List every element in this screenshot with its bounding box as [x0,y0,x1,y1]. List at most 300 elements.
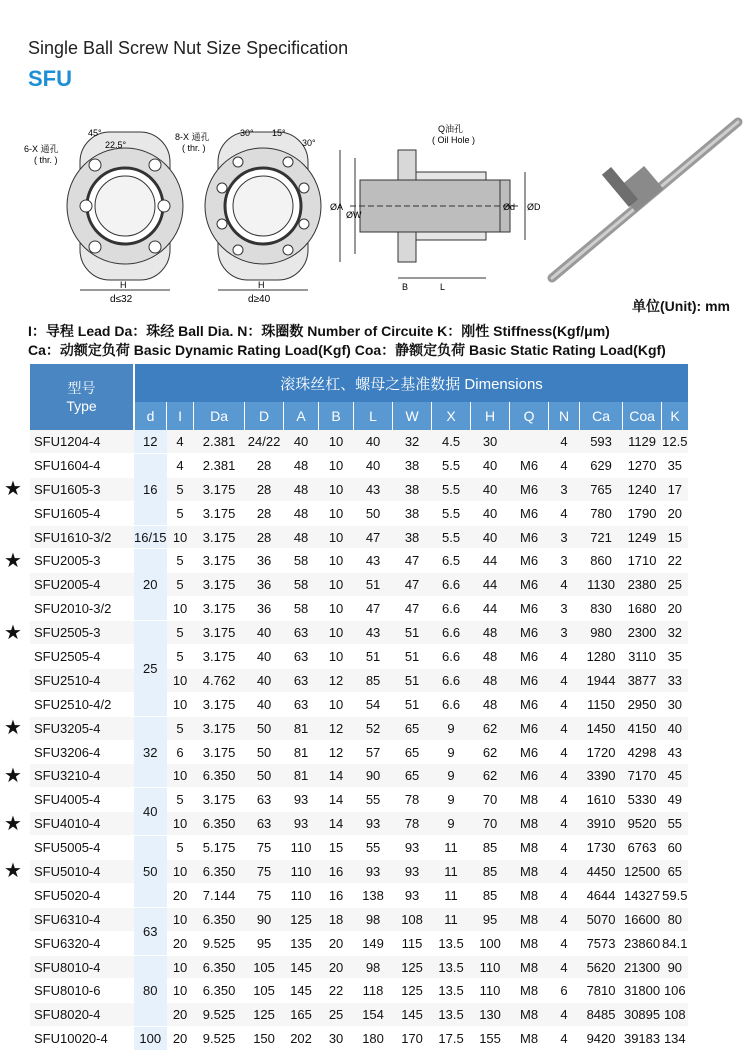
column-header-a: A [284,402,319,430]
model-cell: SFU6320-4 [30,931,134,955]
cell-d: 16 [134,453,167,525]
model-cell: SFU3205-4 [30,716,134,740]
cell-i: 10 [167,955,194,979]
cell-b: 14 [319,764,354,788]
spec-table-wrap [30,364,688,1051]
cell-d: 50 [245,764,284,788]
column-header-q: Q [510,402,549,430]
cell-n: 6 [549,979,580,1003]
cell-l: 90 [354,764,393,788]
cell-coa: 1129 [623,430,662,453]
cell-d: 80 [134,955,167,1027]
model-cell: SFU2505-4 [30,645,134,669]
table-row [30,477,688,501]
cell-ca: 9420 [580,1027,623,1051]
table-row [30,836,688,860]
cell-n: 4 [549,453,580,477]
cell-l: 55 [354,788,393,812]
cell-d: 50 [245,740,284,764]
model-cell: SFU2005-4 [30,573,134,597]
cell-da: 3.175 [194,597,245,621]
cell-k: 15 [662,525,689,549]
cell-n: 4 [549,764,580,788]
cell-d: 36 [245,597,284,621]
cell-i: 4 [167,430,194,453]
column-header-x: X [432,402,471,430]
cell-l: 57 [354,740,393,764]
table-row [30,764,688,788]
unit-label: 单位(Unit): mm [632,298,730,314]
cell-coa: 6763 [623,836,662,860]
cell-b: 10 [319,692,354,716]
cell-d: 40 [245,668,284,692]
cell-a: 135 [284,931,319,955]
cell-da: 3.175 [194,716,245,740]
cell-l: 51 [354,645,393,669]
cell-l: 55 [354,836,393,860]
cell-k: 35 [662,453,689,477]
column-header-da: Da [194,402,245,430]
cell-da: 2.381 [194,453,245,477]
cell-d: 63 [245,812,284,836]
cell-b: 16 [319,860,354,884]
cell-x: 5.5 [432,453,471,477]
model-cell: SFU2510-4 [30,668,134,692]
cell-k: 40 [662,716,689,740]
table-row [30,979,688,1003]
cell-x: 5.5 [432,501,471,525]
cell-w: 125 [393,955,432,979]
cell-n: 4 [549,645,580,669]
cell-k: 59.5 [662,883,689,907]
cell-q: M8 [510,955,549,979]
cell-b: 25 [319,1003,354,1027]
cell-d: 40 [245,621,284,645]
cell-d: 25 [134,621,167,717]
cell-l: 54 [354,692,393,716]
cell-q: M6 [510,764,549,788]
nut-side-view-drawing [340,150,525,278]
cell-b: 10 [319,525,354,549]
cell-k: 80 [662,907,689,931]
model-cell: SFU10020-4 [30,1027,134,1051]
cell-a: 58 [284,597,319,621]
cell-x: 6.6 [432,692,471,716]
cell-i: 5 [167,716,194,740]
cell-da: 6.350 [194,955,245,979]
spec-table [30,364,688,1051]
cell-l: 43 [354,621,393,645]
cell-n: 4 [549,668,580,692]
ball-screw-photo [552,122,738,278]
model-cell: SFU4005-4 [30,788,134,812]
cell-d: 36 [245,573,284,597]
cell-da: 3.175 [194,692,245,716]
cell-d: 40 [245,692,284,716]
cell-l: 85 [354,668,393,692]
cell-w: 65 [393,740,432,764]
cell-n: 4 [549,716,580,740]
model-cell: SFU1610-3/2 [30,525,134,549]
cell-w: 51 [393,692,432,716]
label-thr-2: ( thr. ) [182,143,206,153]
star-icon: ★ [4,621,22,644]
cell-d: 32 [134,716,167,788]
cell-b: 14 [319,788,354,812]
cell-n: 4 [549,740,580,764]
table-row [30,525,688,549]
cell-n: 4 [549,931,580,955]
cell-b: 22 [319,979,354,1003]
cell-n: 3 [549,621,580,645]
cell-k: 84.1 [662,931,689,955]
cell-da: 4.762 [194,668,245,692]
cell-a: 93 [284,812,319,836]
column-header-n: N [549,402,580,430]
cell-a: 81 [284,740,319,764]
legend [28,322,666,360]
cell-x: 9 [432,716,471,740]
cell-k: 55 [662,812,689,836]
cell-ca: 7810 [580,979,623,1003]
cell-coa: 9520 [623,812,662,836]
table-row [30,645,688,669]
column-header-ca: Ca [580,402,623,430]
cell-l: 51 [354,573,393,597]
cell-h: 85 [471,836,510,860]
cell-coa: 4150 [623,716,662,740]
type-header-en: Type [66,398,97,414]
model-cell: SFU5010-4 [30,860,134,884]
cell-da: 6.350 [194,907,245,931]
cell-n: 4 [549,430,580,453]
table-row [30,668,688,692]
cell-i: 20 [167,1027,194,1051]
cell-coa: 12500 [623,860,662,884]
cell-w: 65 [393,764,432,788]
cell-l: 40 [354,430,393,453]
cell-k: 20 [662,501,689,525]
column-header-i: I [167,402,194,430]
cell-ca: 1730 [580,836,623,860]
cell-w: 125 [393,979,432,1003]
star-icon: ★ [4,764,22,787]
table-row [30,597,688,621]
cell-d: 12 [134,430,167,453]
model-cell: SFU4010-4 [30,812,134,836]
cell-d: 24/22 [245,430,284,453]
cell-w: 47 [393,573,432,597]
cell-a: 125 [284,907,319,931]
cell-a: 202 [284,1027,319,1051]
cell-i: 10 [167,907,194,931]
cell-x: 6.6 [432,573,471,597]
cell-l: 98 [354,907,393,931]
cell-i: 10 [167,979,194,1003]
cell-da: 9.525 [194,1027,245,1051]
cell-a: 110 [284,836,319,860]
cell-i: 5 [167,645,194,669]
cell-h: 30 [471,430,510,453]
cell-q: M6 [510,573,549,597]
cell-b: 30 [319,1027,354,1051]
cell-d: 36 [245,549,284,573]
label-d32: d≤32 [110,294,133,305]
cell-k: 22 [662,549,689,573]
cell-w: 38 [393,477,432,501]
cell-w: 93 [393,883,432,907]
cell-b: 16 [319,883,354,907]
model-cell: SFU2005-3 [30,549,134,573]
cell-coa: 1270 [623,453,662,477]
page-subtitle: SFU [28,66,72,91]
star-icon: ★ [4,717,22,740]
cell-q: M8 [510,931,549,955]
cell-d: 40 [134,788,167,836]
cell-i: 10 [167,812,194,836]
cell-h: 40 [471,501,510,525]
label-30: 30° [240,128,254,138]
cell-i: 10 [167,764,194,788]
cell-l: 93 [354,812,393,836]
label-b: B [402,282,409,292]
cell-x: 4.5 [432,430,471,453]
cell-h: 85 [471,883,510,907]
column-header-b: B [319,402,354,430]
cell-i: 20 [167,883,194,907]
cell-k: 30 [662,692,689,716]
cell-b: 10 [319,501,354,525]
cell-b: 12 [319,716,354,740]
cell-l: 50 [354,501,393,525]
table-row [30,788,688,812]
cell-x: 13.5 [432,931,471,955]
cell-da: 3.175 [194,645,245,669]
cell-l: 47 [354,597,393,621]
cell-q: M6 [510,692,549,716]
table-row [30,883,688,907]
cell-n: 4 [549,860,580,884]
cell-q: M8 [510,1003,549,1027]
cell-k: 32 [662,621,689,645]
cell-x: 6.6 [432,621,471,645]
cell-b: 20 [319,931,354,955]
cell-h: 44 [471,597,510,621]
cell-d: 16/15 [134,525,167,549]
cell-h: 40 [471,525,510,549]
model-cell: SFU5005-4 [30,836,134,860]
cell-ca: 3910 [580,812,623,836]
star-icon: ★ [4,549,22,572]
type-header [30,364,134,430]
cell-k: 20 [662,597,689,621]
cell-q: M6 [510,477,549,501]
cell-n: 3 [549,525,580,549]
cell-q: M6 [510,525,549,549]
model-cell: SFU1605-3 [30,477,134,501]
label-45: 45° [88,128,102,138]
cell-q: M6 [510,549,549,573]
cell-w: 78 [393,812,432,836]
cell-da: 5.175 [194,836,245,860]
cell-k: 106 [662,979,689,1003]
model-cell: SFU1604-4 [30,453,134,477]
cell-d: 150 [245,1027,284,1051]
cell-w: 115 [393,931,432,955]
cell-h: 62 [471,716,510,740]
legend-line-2: Ca：动额定负荷 Basic Dynamic Rating Load(Kgf) Coa：静额定负荷 Basic Static Rating Load(Kgf) [28,342,666,358]
cell-x: 9 [432,740,471,764]
cell-n: 4 [549,501,580,525]
cell-coa: 2950 [623,692,662,716]
cell-l: 52 [354,716,393,740]
cell-h: 155 [471,1027,510,1051]
cell-b: 10 [319,430,354,453]
cell-i: 10 [167,525,194,549]
cell-h: 100 [471,931,510,955]
cell-a: 110 [284,883,319,907]
cell-q: M6 [510,621,549,645]
cell-ca: 1130 [580,573,623,597]
type-header-cn: 型号 [67,380,96,396]
cell-x: 9 [432,764,471,788]
cell-a: 63 [284,645,319,669]
model-cell: SFU2510-4/2 [30,692,134,716]
cell-x: 11 [432,883,471,907]
cell-w: 38 [393,525,432,549]
cell-ca: 4644 [580,883,623,907]
cell-d: 90 [245,907,284,931]
cell-coa: 1240 [623,477,662,501]
cell-n: 4 [549,1003,580,1027]
cell-i: 5 [167,788,194,812]
cell-da: 9.525 [194,1003,245,1027]
table-row [30,573,688,597]
cell-q: M8 [510,907,549,931]
cell-ca: 629 [580,453,623,477]
cell-n: 4 [549,836,580,860]
cell-x: 13.5 [432,979,471,1003]
cell-q: M8 [510,1027,549,1051]
cell-da: 3.175 [194,477,245,501]
dimensions-header: 滚珠丝杠、螺母之基准数据 Dimensions [134,364,688,402]
cell-ca: 3390 [580,764,623,788]
cell-l: 149 [354,931,393,955]
column-header-w: W [393,402,432,430]
label-15: 15° [272,128,286,138]
label-q-oil: Q油孔 [438,124,464,134]
cell-i: 20 [167,931,194,955]
cell-b: 10 [319,549,354,573]
cell-ca: 8485 [580,1003,623,1027]
table-row [30,860,688,884]
cell-a: 165 [284,1003,319,1027]
cell-q: M8 [510,788,549,812]
cell-l: 47 [354,525,393,549]
cell-w: 108 [393,907,432,931]
cell-h: 48 [471,621,510,645]
model-cell: SFU1204-4 [30,430,134,453]
cell-h: 40 [471,477,510,501]
cell-w: 65 [393,716,432,740]
cell-coa: 1249 [623,525,662,549]
table-row [30,955,688,979]
cell-h: 70 [471,812,510,836]
cell-q: M8 [510,860,549,884]
cell-b: 10 [319,573,354,597]
cell-k: 45 [662,764,689,788]
cell-ca: 1610 [580,788,623,812]
column-header-d: D [245,402,284,430]
table-row [30,453,688,477]
cell-b: 15 [319,836,354,860]
cell-da: 3.175 [194,525,245,549]
cell-n: 4 [549,692,580,716]
cell-a: 81 [284,764,319,788]
table-row [30,621,688,645]
cell-q: M8 [510,883,549,907]
cell-k: 108 [662,1003,689,1027]
cell-a: 81 [284,716,319,740]
cell-k: 43 [662,740,689,764]
cell-w: 38 [393,501,432,525]
cell-coa: 1710 [623,549,662,573]
label-22-5: 22.5° [105,140,127,150]
label-phi-a: ØA [330,202,344,212]
cell-k: 12.5 [662,430,689,453]
cell-w: 78 [393,788,432,812]
cell-da: 2.381 [194,430,245,453]
cell-k: 33 [662,668,689,692]
cell-n: 3 [549,477,580,501]
cell-i: 6 [167,740,194,764]
cell-i: 10 [167,668,194,692]
cell-x: 9 [432,812,471,836]
cell-d: 50 [245,716,284,740]
cell-k: 49 [662,788,689,812]
cell-k: 35 [662,645,689,669]
cell-coa: 39183 [623,1027,662,1051]
cell-k: 25 [662,573,689,597]
cell-i: 5 [167,621,194,645]
cell-i: 5 [167,836,194,860]
cell-x: 5.5 [432,477,471,501]
column-header-k: K [662,402,689,430]
cell-d: 28 [245,453,284,477]
label-eight-x: 8-X 通孔 [175,132,210,142]
table-row [30,1003,688,1027]
model-cell: SFU2505-3 [30,621,134,645]
cell-d: 28 [245,477,284,501]
cell-i: 5 [167,573,194,597]
cell-b: 10 [319,597,354,621]
legend-line-1: I：导程 Lead Da：珠经 Ball Dia. N：珠圈数 Number of Circuite K：刚性 Stiffness(Kgf/μm) [28,323,610,339]
cell-x: 11 [432,836,471,860]
model-cell: SFU8010-6 [30,979,134,1003]
cell-l: 180 [354,1027,393,1051]
table-row [30,716,688,740]
cell-ca: 1450 [580,716,623,740]
cell-coa: 5330 [623,788,662,812]
cell-x: 9 [432,788,471,812]
cell-x: 5.5 [432,525,471,549]
cell-d: 28 [245,501,284,525]
cell-ca: 1280 [580,645,623,669]
cell-ca: 7573 [580,931,623,955]
cell-k: 17 [662,477,689,501]
cell-n: 4 [549,907,580,931]
cell-b: 14 [319,812,354,836]
